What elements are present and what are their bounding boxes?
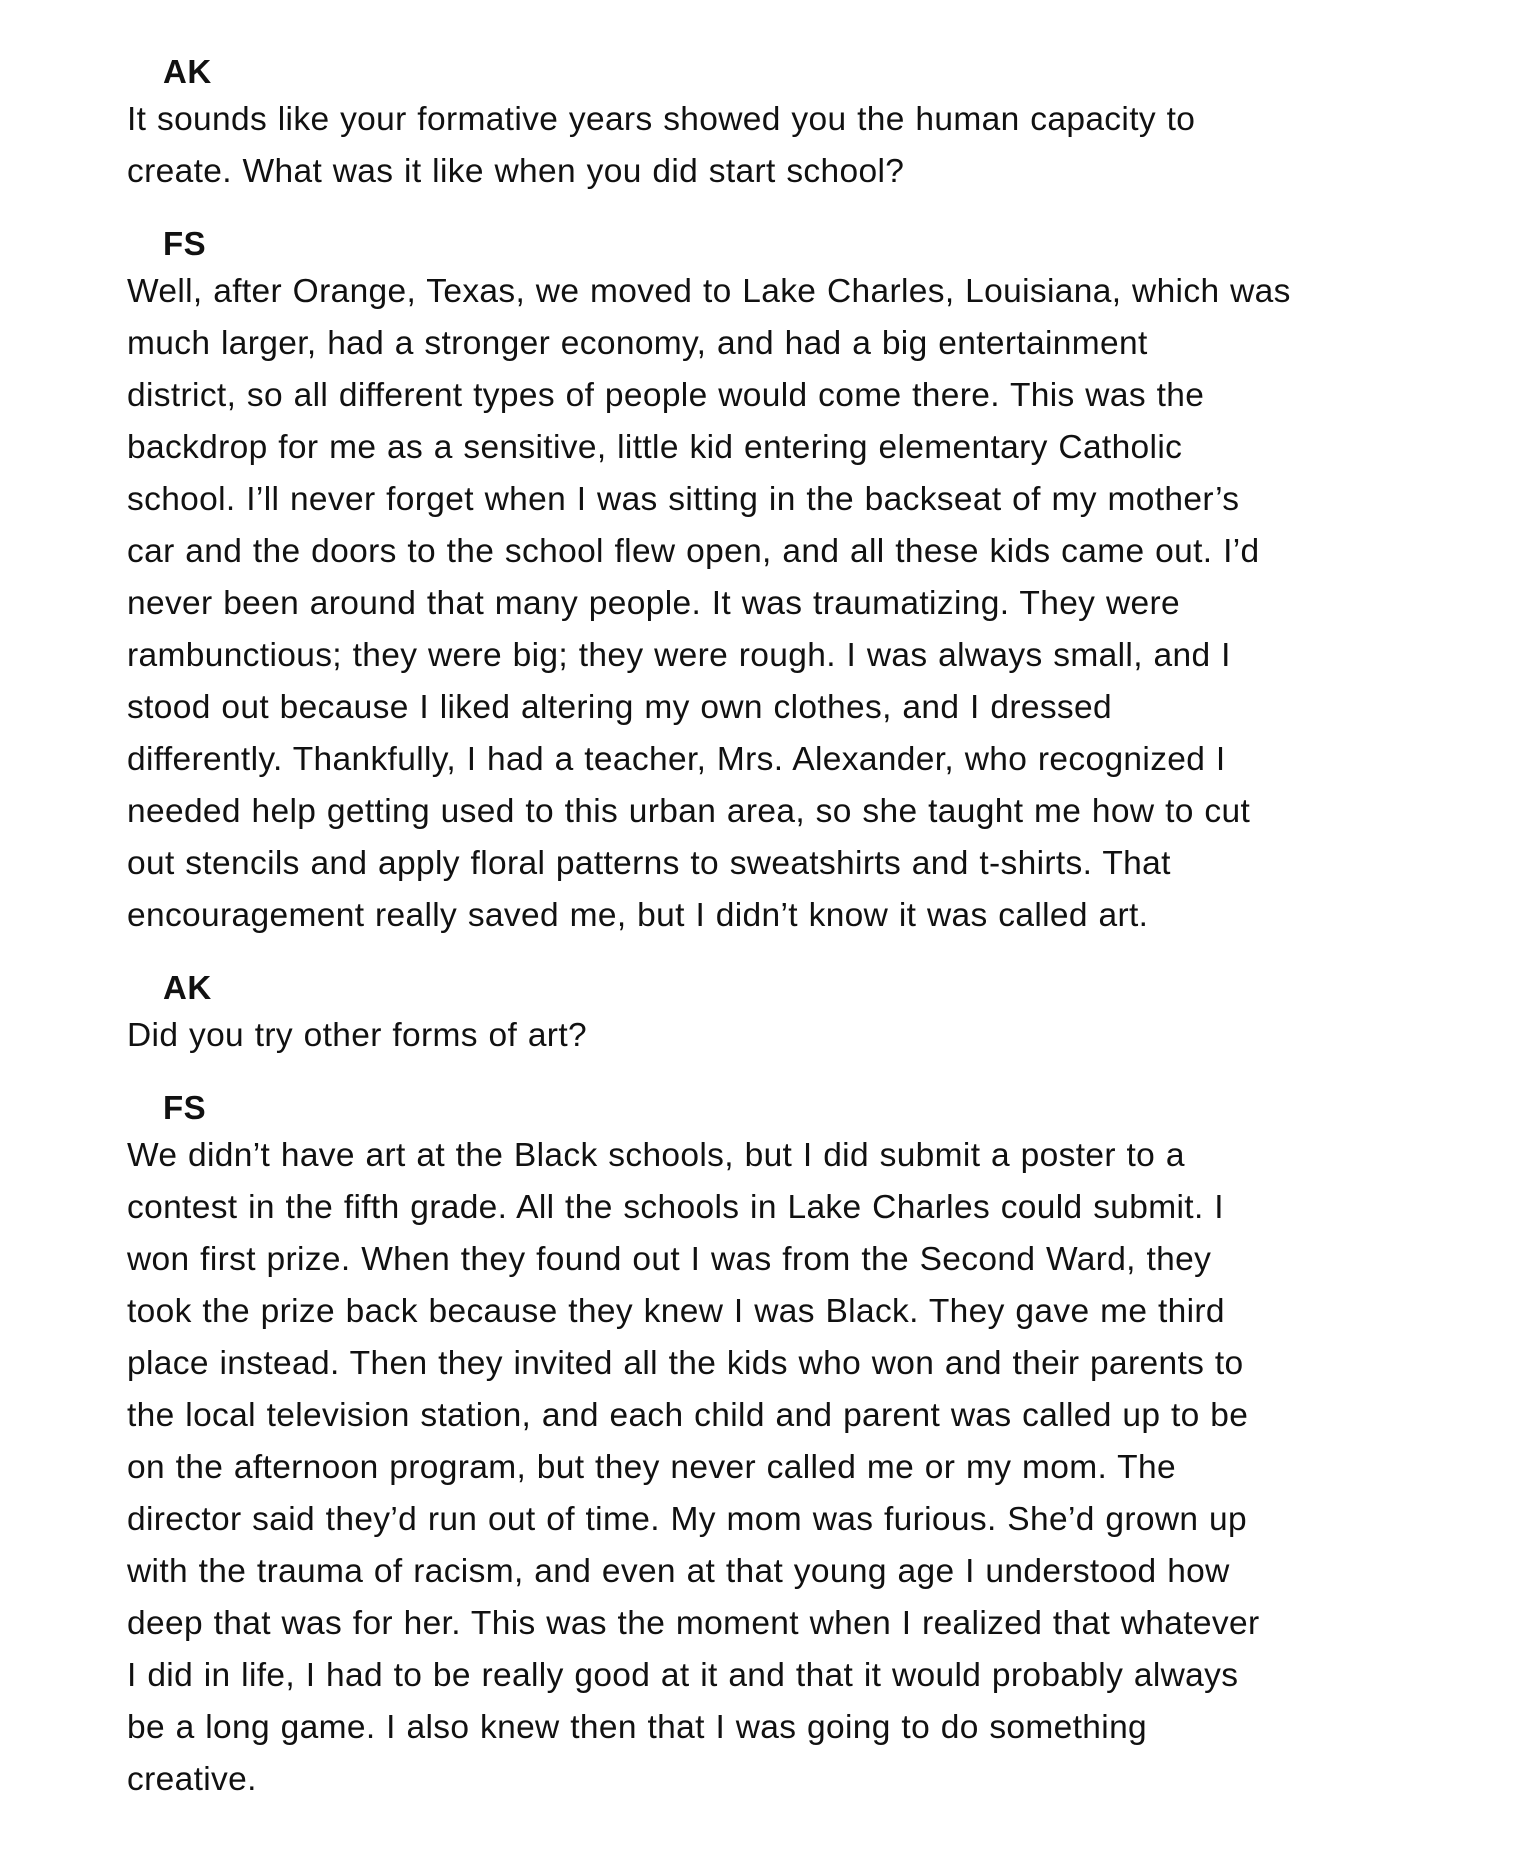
interview-page <box>127 52 1457 1832</box>
text-line: much larger, had a stronger economy, and had a big entertainment <box>127 325 1148 362</box>
text-line: out stencils and apply floral patterns to sweatshirts and t-shirts. That <box>127 845 1171 882</box>
turn-fs-1 <box>127 224 1457 942</box>
turn-ak-2 <box>127 968 1457 1062</box>
text-line: never been around that many people. It was traumatizing. They were <box>127 585 1180 622</box>
text-line: encouragement really saved me, but I didn’t know it was called art. <box>127 897 1149 934</box>
text-line: district, so all different types of people would come there. This was the <box>127 377 1205 414</box>
text-line: won first prize. When they found out I was from the Second Ward, they <box>127 1241 1212 1278</box>
text-line: deep that was for her. This was the moment when I realized that whatever <box>127 1605 1260 1642</box>
text-line: backdrop for me as a sensitive, little kid entering elementary Catholic <box>127 429 1183 466</box>
text-line: the local television station, and each child and parent was called up to be <box>127 1397 1249 1434</box>
text-line: on the afternoon program, but they never called me or my mom. The <box>127 1449 1176 1486</box>
text-line: be a long game. I also knew then that I was going to do something <box>127 1709 1148 1746</box>
turn-ak-1 <box>127 52 1457 198</box>
text-line: creative. <box>127 1761 257 1798</box>
text-line: rambunctious; they were big; they were rough. I was always small, and I <box>127 637 1231 674</box>
text-line: Well, after Orange, Texas, we moved to Lake Charles, Louisiana, which was <box>127 273 1291 310</box>
text-line: contest in the fifth grade. All the schools in Lake Charles could submit. I <box>127 1189 1224 1226</box>
text-line: differently. Thankfully, I had a teacher, Mrs. Alexander, who recognized I <box>127 741 1226 778</box>
text-line: car and the doors to the school flew open, and all these kids came out. I’d <box>127 533 1260 570</box>
speaker-label: AK <box>163 969 212 1006</box>
turn-fs-2 <box>127 1088 1457 1806</box>
text-line: stood out because I liked altering my own clothes, and I dressed <box>127 689 1112 726</box>
text-line: director said they’d run out of time. My mom was furious. She’d grown up <box>127 1501 1247 1538</box>
text-line: It sounds like your formative years showed you the human capacity to <box>127 101 1196 138</box>
text-line: with the trauma of racism, and even at that young age I understood how <box>127 1553 1230 1590</box>
text-line: took the prize back because they knew I was Black. They gave me third <box>127 1293 1225 1330</box>
text-line: create. What was it like when you did start school? <box>127 153 905 190</box>
text-line: We didn’t have art at the Black schools, but I did submit a poster to a <box>127 1137 1185 1174</box>
text-line: school. I’ll never forget when I was sitting in the backseat of my mother’s <box>127 481 1240 518</box>
text-line: I did in life, I had to be really good at it and that it would probably always <box>127 1657 1239 1694</box>
text-line: needed help getting used to this urban area, so she taught me how to cut <box>127 793 1251 830</box>
speaker-label: FS <box>163 1089 207 1126</box>
text-line: place instead. Then they invited all the kids who won and their parents to <box>127 1345 1244 1382</box>
speaker-label: AK <box>163 53 212 90</box>
speaker-label: FS <box>163 225 207 262</box>
text-line: Did you try other forms of art? <box>127 1017 587 1054</box>
